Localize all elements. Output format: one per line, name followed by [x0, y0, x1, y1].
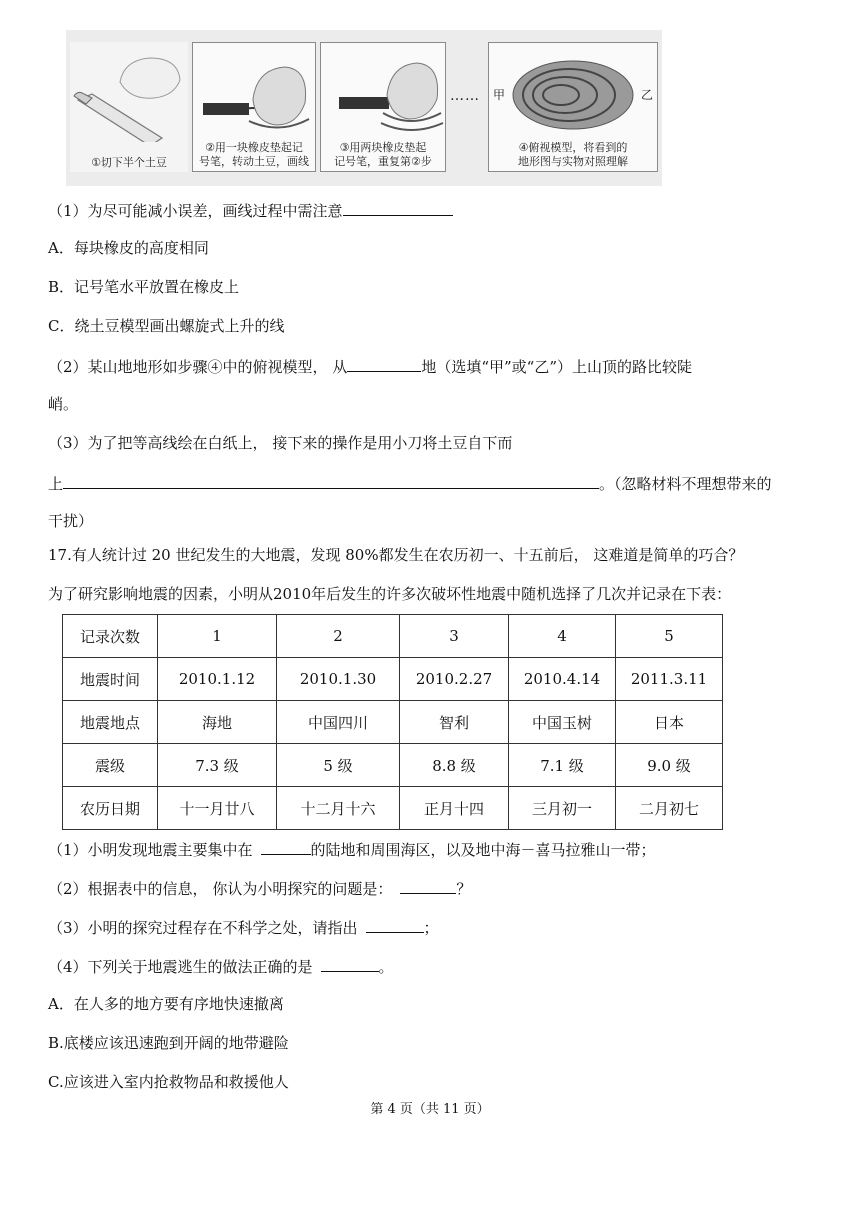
- table-row: [63, 744, 723, 787]
- figure-caption-2: ②用一块橡皮垫起记 号笔，转动土豆，画线: [199, 141, 309, 168]
- label-jia: 甲: [493, 88, 506, 102]
- table-cell: 十一月廿八: [158, 787, 277, 830]
- table-row-header: 地震地点: [63, 701, 158, 744]
- table-cell: 中国玉树: [509, 701, 616, 744]
- table-cell: 智利: [400, 701, 509, 744]
- table-row-header: 地震时间: [63, 658, 158, 701]
- table-cell: 2010.2.27: [400, 658, 509, 701]
- table-row-header: 震级: [63, 744, 158, 787]
- q17-part2: （2）根据表中的信息， 你认为小明探究的问题是： ？: [48, 877, 471, 899]
- q16-part2: （2）某山地地形如步骤④中的俯视模型， 从 地（选填“甲”或“乙”）上山顶的路比较陡: [48, 355, 692, 377]
- table-cell: 2011.3.11: [616, 658, 723, 701]
- q16-part1: （1）为尽可能减小误差，画线过程中需注意: [48, 199, 453, 221]
- answer-blank[interactable]: [63, 472, 599, 489]
- earthquake-table: [62, 614, 723, 830]
- q17-intro-line1: 17.有人统计过 20 世纪发生的大地震，发现 80%都发生在农历初一、十五前后， 这难道是简单的巧合？: [48, 546, 744, 564]
- q17-intro-line2: 为了研究影响地震的因素，小明从2010年后发生的许多次破坏性地震中随机选择了几次并记录在下表：: [48, 585, 732, 603]
- table-cell: 5 级: [277, 744, 400, 787]
- label-yi: 乙: [641, 88, 654, 102]
- q16-part2-cont: 峭。: [48, 395, 79, 413]
- table-cell: 二月初七: [616, 787, 723, 830]
- page-footer: 第 4 页（共 11 页）: [370, 1102, 490, 1117]
- answer-blank[interactable]: [343, 199, 453, 216]
- table-cell: 5: [616, 615, 723, 658]
- q16-part3-end: 干扰）: [48, 512, 94, 530]
- table-row-header: 农历日期: [63, 787, 158, 830]
- q17-part1: （1）小明发现地震主要集中在 的陆地和周围海区，以及地中海－喜马拉雅山一带；: [48, 838, 656, 860]
- table-cell: 正月十四: [400, 787, 509, 830]
- answer-blank[interactable]: [261, 838, 311, 855]
- table-cell: 1: [158, 615, 277, 658]
- answer-blank[interactable]: [347, 355, 421, 372]
- table-cell: 9.0 级: [616, 744, 723, 787]
- table-row-header: 记录次数: [63, 615, 158, 658]
- table-cell: 8.8 级: [400, 744, 509, 787]
- table-cell: 日本: [616, 701, 723, 744]
- table-row: [63, 658, 723, 701]
- q16-option-c: C．绕土豆模型画出螺旋式上升的线: [48, 317, 285, 335]
- figure-panel-2: [192, 42, 316, 172]
- answer-blank[interactable]: [321, 955, 379, 972]
- figure-panel-3: [320, 42, 446, 172]
- knife-potato-illustration: [70, 42, 188, 142]
- table-cell: 海地: [158, 701, 277, 744]
- table-cell: 3: [400, 615, 509, 658]
- q16-option-b: B．记号笔水平放置在橡皮上: [48, 278, 240, 296]
- ellipsis: ……: [450, 88, 480, 104]
- table-cell: 2010.1.12: [158, 658, 277, 701]
- q16-option-a: A．每块橡皮的高度相同: [48, 239, 209, 257]
- experiment-figure: [66, 30, 662, 186]
- contour-top-view-illustration: [489, 43, 657, 143]
- figure-panel-1: [70, 42, 188, 172]
- q16-part3: （3）为了把等高线绘在白纸上， 接下来的操作是用小刀将土豆自下而: [48, 434, 513, 452]
- table-cell: 三月初一: [509, 787, 616, 830]
- answer-blank[interactable]: [366, 916, 424, 933]
- table-cell: 2010.1.30: [277, 658, 400, 701]
- q17-part3: （3）小明的探究过程存在不科学之处，请指出 ；: [48, 916, 439, 938]
- figure-panel-4: [488, 42, 658, 172]
- table-cell: 2: [277, 615, 400, 658]
- answer-blank[interactable]: [400, 877, 456, 894]
- table-cell: 4: [509, 615, 616, 658]
- q17-part4: （4）下列关于地震逃生的做法正确的是 。: [48, 955, 394, 977]
- table-row: [63, 615, 723, 658]
- table-cell: 中国四川: [277, 701, 400, 744]
- table-cell: 2010.4.14: [509, 658, 616, 701]
- figure-caption-4: ④俯视模型，将看到的 地形图与实物对照理解: [518, 141, 628, 168]
- figure-caption-1: ①切下半个土豆: [91, 156, 167, 169]
- q17-option-a: A．在人多的地方要有序地快速撤离: [48, 995, 284, 1013]
- q17-option-c: C.应该进入室内抢救物品和救援他人: [48, 1073, 289, 1091]
- table-cell: 7.1 级: [509, 744, 616, 787]
- two-erasers-illustration: [321, 43, 445, 143]
- table-row: [63, 787, 723, 830]
- marker-potato-illustration: [193, 43, 315, 143]
- table-cell: 十二月十六: [277, 787, 400, 830]
- q16-part3-cont: 上 。（忽略材料不理想带来的: [48, 472, 772, 494]
- q17-option-b: B.底楼应该迅速跑到开阔的地带避险: [48, 1034, 289, 1052]
- table-cell: 7.3 级: [158, 744, 277, 787]
- table-row: [63, 701, 723, 744]
- figure-caption-3: ③用两块橡皮垫起 记号笔，重复第②步: [334, 141, 432, 168]
